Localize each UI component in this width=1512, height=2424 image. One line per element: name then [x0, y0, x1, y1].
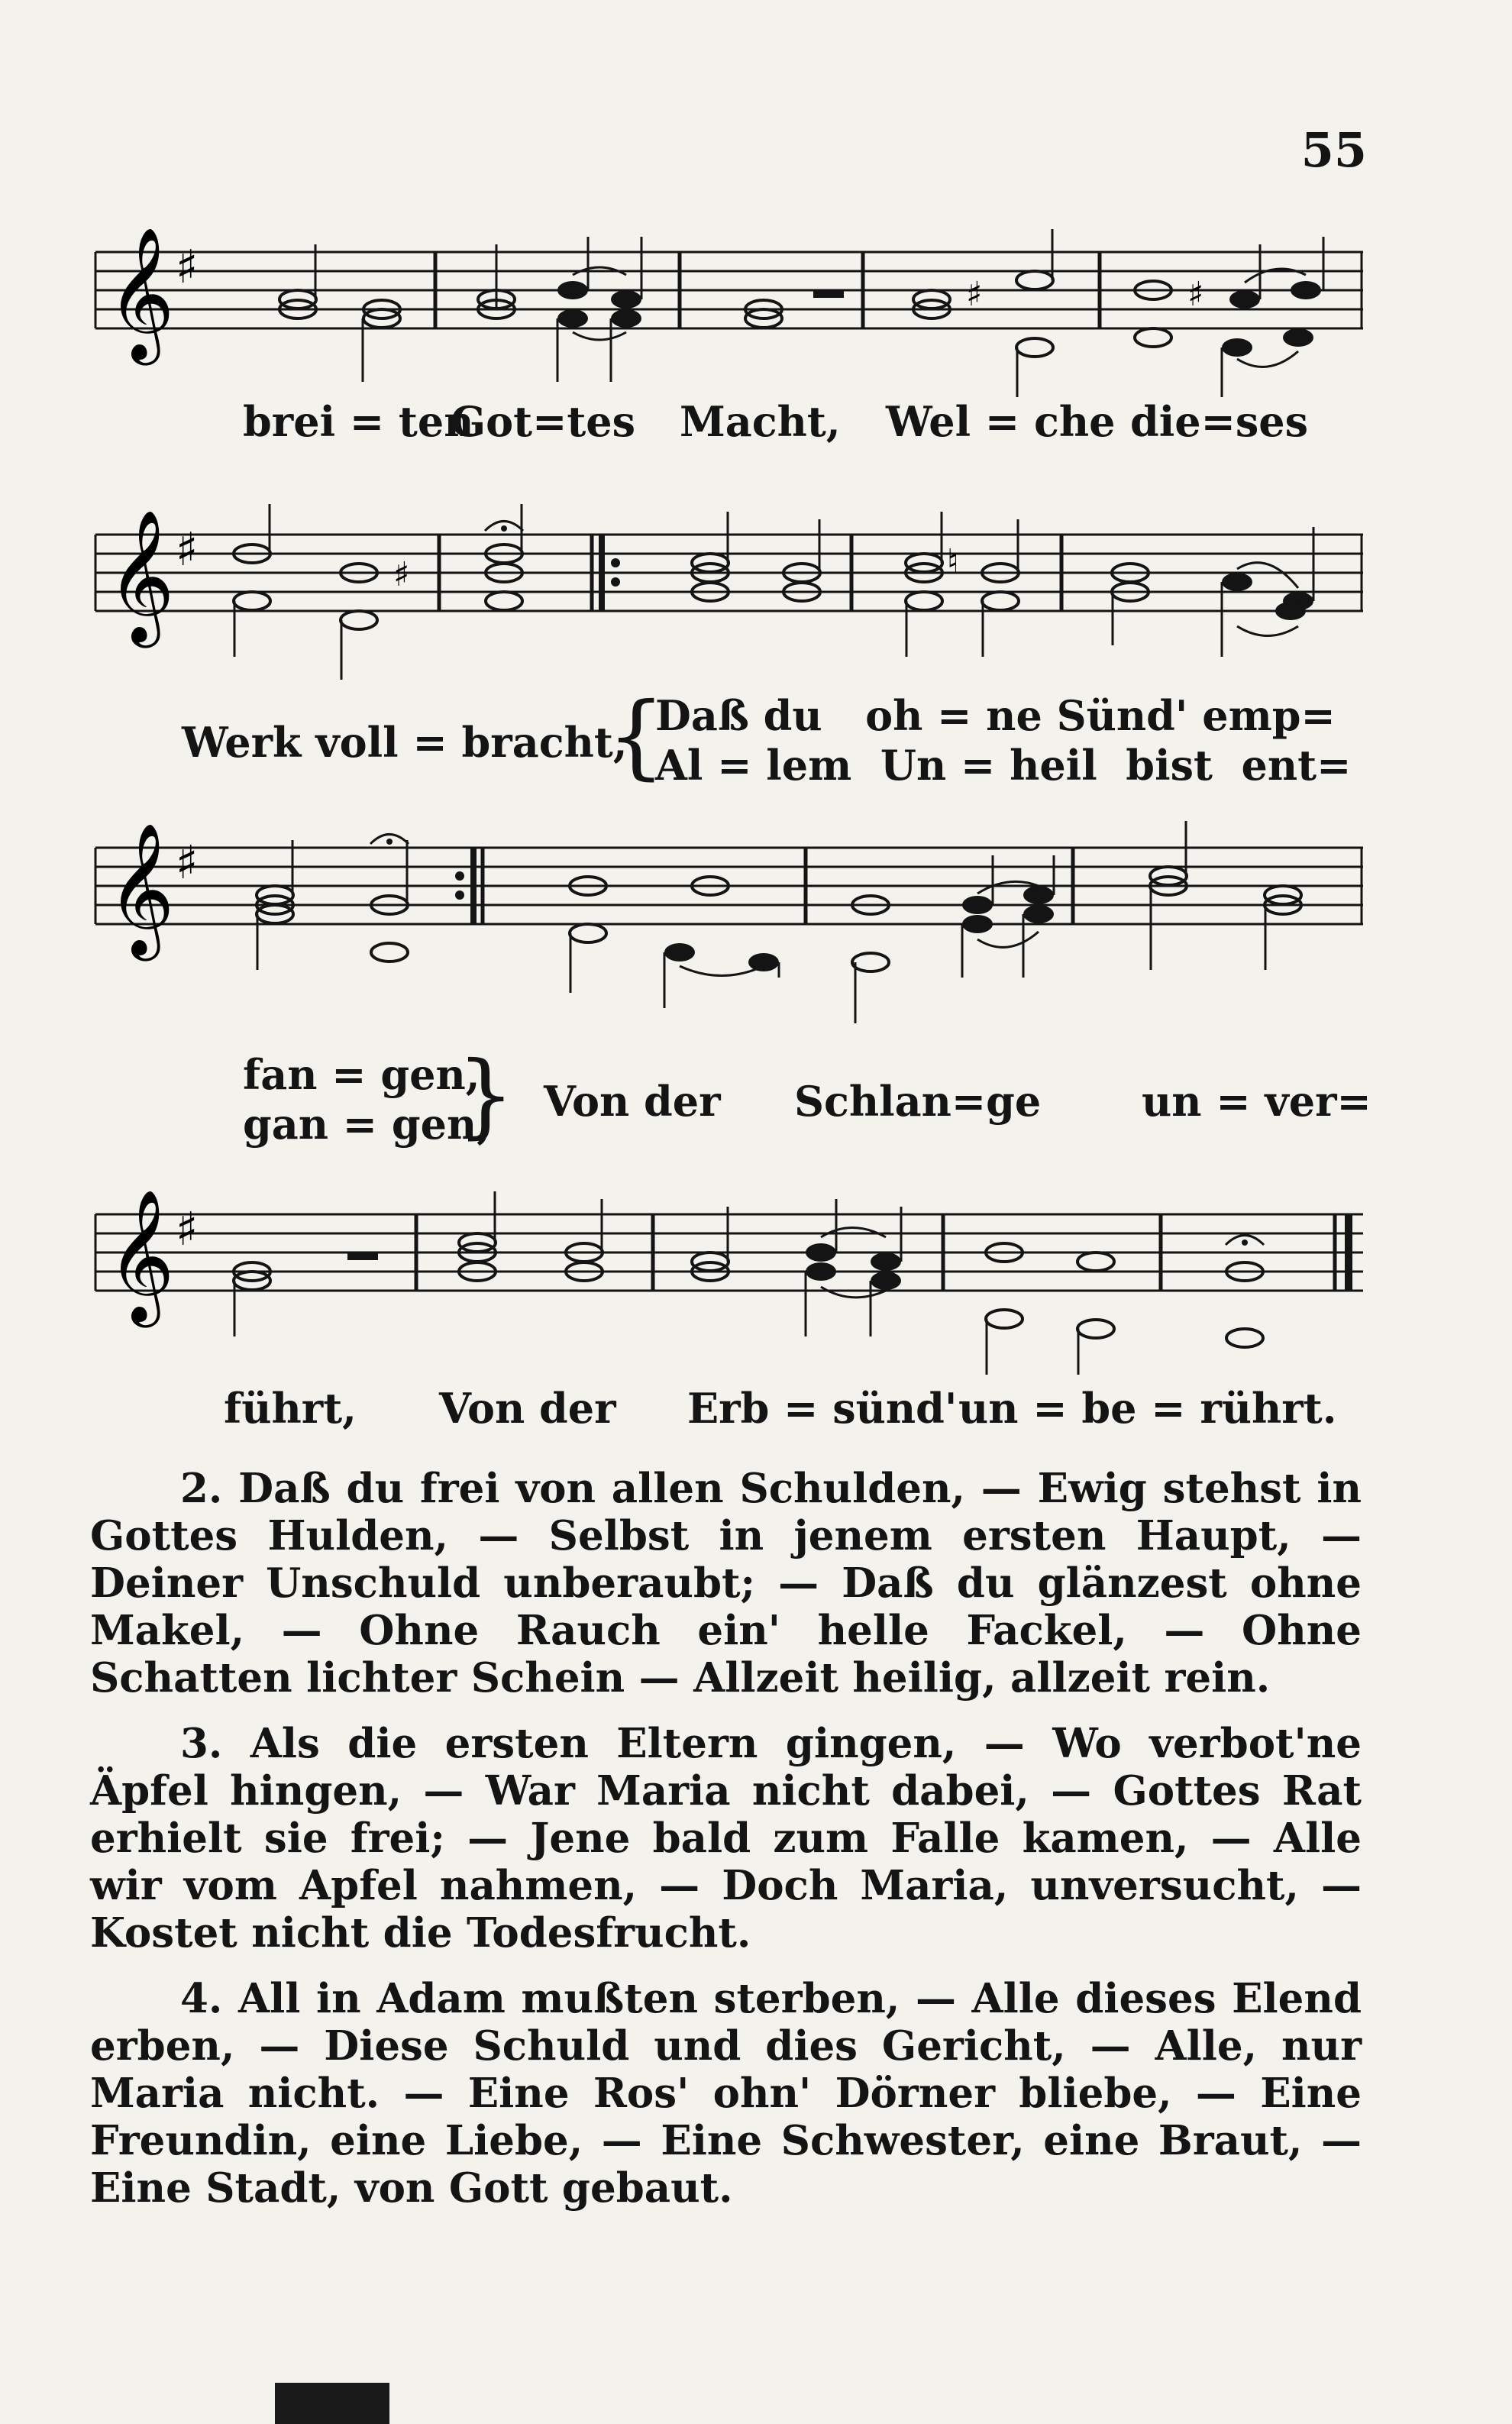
verse-number: 2.: [180, 1465, 223, 1512]
svg-text:♯: ♯: [176, 241, 199, 294]
lyric-4-3: Erb = sünd': [687, 1384, 958, 1433]
svg-text:𝄞: 𝄞: [107, 823, 175, 955]
brace-line-3-1: fan = gen,: [243, 1050, 480, 1099]
staff-4: [92, 1191, 1363, 1390]
verse-number: 4.: [180, 1975, 223, 2022]
verse-text: Als die ersten Eltern gingen, — Wo verbot'ne Äpfel hingen, — War Maria nicht dabei, — Gottes Rat erhielt sie frei; — Jene bald zum Falle kamen, — Alle wir vom Apfel nahmen, — Doch Maria, unversucht, — Kostet nicht die Todesfrucht.: [90, 1720, 1362, 1957]
lyric-3-2: Schlan=ge: [794, 1077, 1042, 1126]
brace-line-3-2: gan = gen,: [243, 1100, 492, 1149]
verse-text: All in Adam mußten sterben, — Alle dieses Elend erben, — Diese Schuld und dies Gericht, — Alle, nur Maria nicht. — Eine Ros' ohn' Dörner bliebe, — Eine Freundin, eine Liebe, — Eine Schwester, eine Braut, — Eine Stadt, von Gott gebaut.: [90, 1975, 1362, 2212]
svg-text:♮: ♮: [947, 542, 959, 581]
verse-text-block: [90, 1465, 1362, 2230]
svg-text:♯: ♯: [966, 275, 983, 314]
staff-2: [92, 509, 1363, 710]
staff-3: [92, 825, 1363, 1023]
verse-text: Daß du frei von allen Schulden, — Ewig stehst in Gottes Hulden, — Selbst in jenem ersten Haupt, — Deiner Unschuld unberaubt; — Daß du glänzest ohne Makel, — Ohne Rauch ein' helle Fackel, — Ohne Schatten lichter Schein — Allzeit heilig, allzeit rein.: [90, 1465, 1362, 1702]
music-system-3: [92, 825, 1363, 978]
svg-text:♯: ♯: [393, 555, 410, 594]
svg-text:♯: ♯: [176, 523, 199, 577]
verse-4: [90, 1975, 1362, 2212]
page-number: 55: [1300, 122, 1367, 178]
svg-text:𝄞: 𝄞: [107, 509, 175, 642]
verse-brace-1: {: [607, 684, 666, 790]
lyric-1-1: brei = ten: [243, 397, 474, 446]
svg-text:𝄞: 𝄞: [107, 1189, 175, 1322]
brace-line-2-2: Al = lem Un = heil bist ent=: [655, 741, 1352, 790]
music-system-2: [92, 509, 1363, 664]
verse-2: [90, 1465, 1362, 1702]
svg-text:♯: ♯: [176, 1203, 199, 1256]
verse-brace-2: }: [457, 1042, 515, 1149]
verse-3: [90, 1720, 1362, 1957]
music-system-4: [92, 1191, 1363, 1344]
brace-line-2-1: Daß du oh = ne Sünd' emp=: [655, 691, 1336, 740]
lyric-1-4: Wel = che: [886, 397, 1116, 446]
svg-text:♯: ♯: [1187, 275, 1204, 314]
lyric-3-3: un = ver=: [1142, 1077, 1371, 1126]
verse-number: 3.: [180, 1720, 223, 1767]
lyric-4-2: Von der: [439, 1384, 616, 1433]
svg-text:♯: ♯: [176, 836, 199, 890]
lyric-2-1: Werk voll = bracht,: [182, 718, 628, 767]
lyric-3-1: Von der: [544, 1077, 721, 1126]
lyric-1-5: die=ses: [1130, 397, 1309, 446]
lyric-1-2: Got=tes: [451, 397, 636, 446]
lyric-4-4: un = be = rührt.: [958, 1384, 1337, 1433]
lyric-1-3: Macht,: [680, 397, 841, 446]
music-system-1: [92, 229, 1363, 382]
ink-smudge: [275, 2383, 389, 2424]
lyric-4-1: führt,: [224, 1384, 357, 1433]
svg-text:𝄞: 𝄞: [107, 227, 175, 360]
